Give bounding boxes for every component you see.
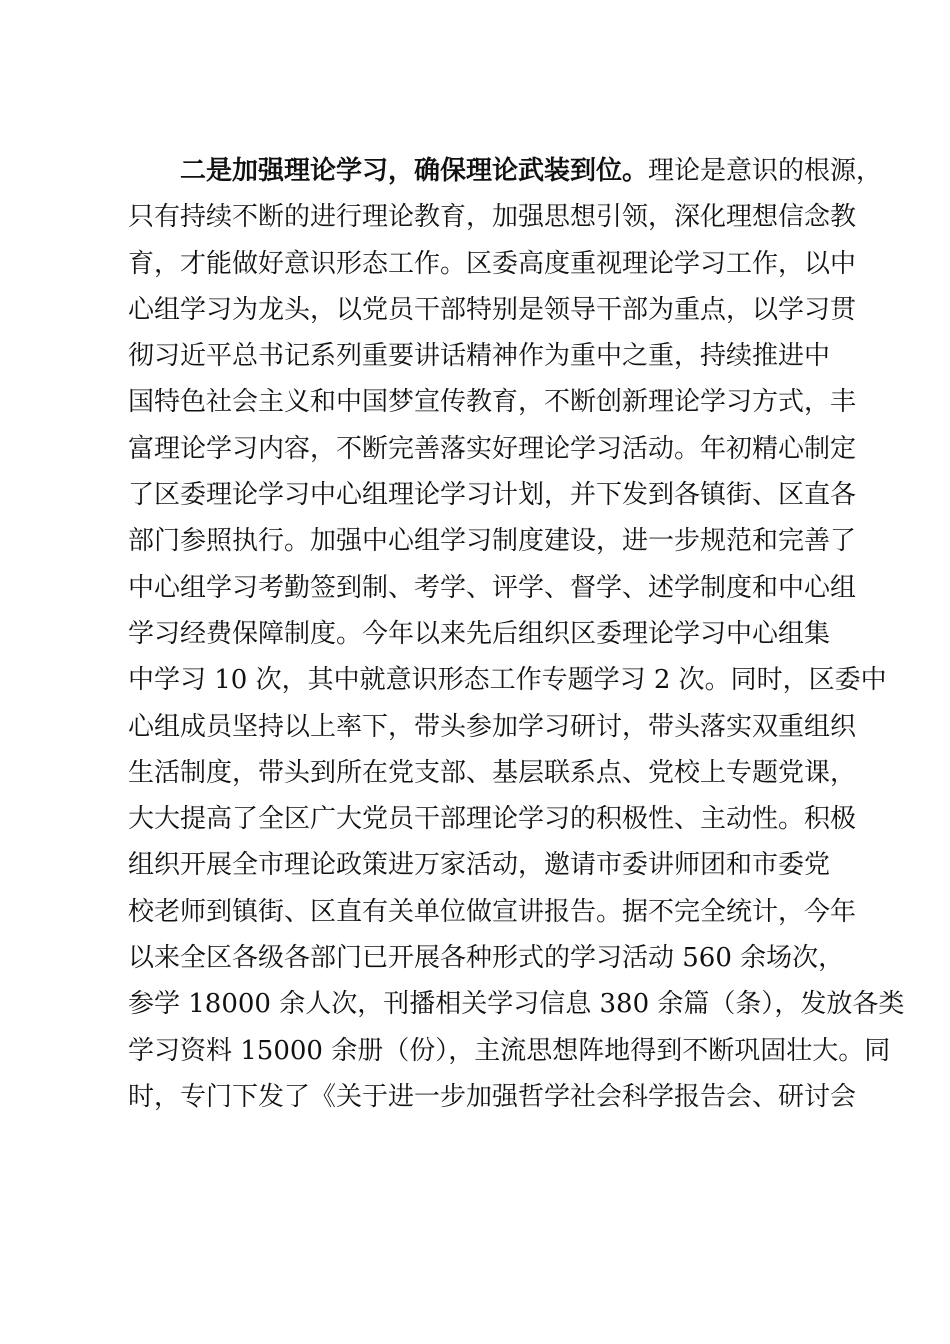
paragraph-line: 心组学习为龙头，以党员干部特别是领导干部为重点，以学习贯 <box>128 294 857 325</box>
paragraph-line: 了区委理论学习中心组理论学习计划，并下发到各镇街、区直各 <box>128 480 857 511</box>
paragraph-line: 校老师到镇街、区直有关单位做宣讲报告。据不完全统计，今年 <box>128 896 857 927</box>
paragraph-line: 大大提高了全区广大党员干部理论学习的积极性、主动性。积极 <box>128 804 857 835</box>
paragraph-line: 心组成员坚持以上率下，带头参加学习研讨，带头落实双重组织 <box>128 711 857 742</box>
paragraph-line: 参学 18000 余人次，刊播相关学习信息 380 余篇（条），发放各类 <box>128 989 905 1020</box>
paragraph-line: 育，才能做好意识形态工作。区委高度重视理论学习工作，以中 <box>128 248 857 279</box>
paragraph-line: 彻习近平总书记系列重要讲话精神作为重中之重，持续推进中 <box>128 341 831 372</box>
paragraph-line: 中学习 10 次，其中就意识形态工作专题学习 2 次。同时，区委中 <box>128 665 887 696</box>
paragraph-line: 国特色社会主义和中国梦宣传教育，不断创新理论学习方式，丰 <box>128 387 857 418</box>
paragraph-line: 时，专门下发了《关于进一步加强哲学社会科学报告会、研讨会 <box>128 1081 857 1112</box>
paragraph-line: 组织开展全市理论政策进万家活动，邀请市委讲师团和市委党 <box>128 850 831 881</box>
line-text: 理论是意识的根源， <box>648 156 883 186</box>
paragraph-line <box>128 148 883 194</box>
paragraph-line: 生活制度，带头到所在党支部、基层联系点、党校上专题党课， <box>128 757 857 788</box>
paragraph-line: 学习经费保障制度。今年以来先后组织区委理论学习中心组集 <box>128 618 831 649</box>
body-paragraph <box>128 148 905 1120</box>
lead-heading: 二是加强理论学习，确保理论武装到位。 <box>180 156 649 186</box>
paragraph-line: 只有持续不断的进行理论教育，加强思想引领，深化理想信念教 <box>128 202 857 233</box>
paragraph-line: 学习资料 15000 余册（份），主流思想阵地得到不断巩固壮大。同 <box>128 1035 891 1066</box>
paragraph-line: 部门参照执行。加强中心组学习制度建设，进一步规范和完善了 <box>128 526 857 557</box>
paragraph-line: 以来全区各级各部门已开展各种形式的学习活动 560 余场次， <box>128 943 845 974</box>
paragraph-line: 富理论学习内容，不断完善落实好理论学习活动。年初精心制定 <box>128 433 857 464</box>
paragraph-line: 中心组学习考勤签到制、考学、评学、督学、述学制度和中心组 <box>128 572 857 603</box>
